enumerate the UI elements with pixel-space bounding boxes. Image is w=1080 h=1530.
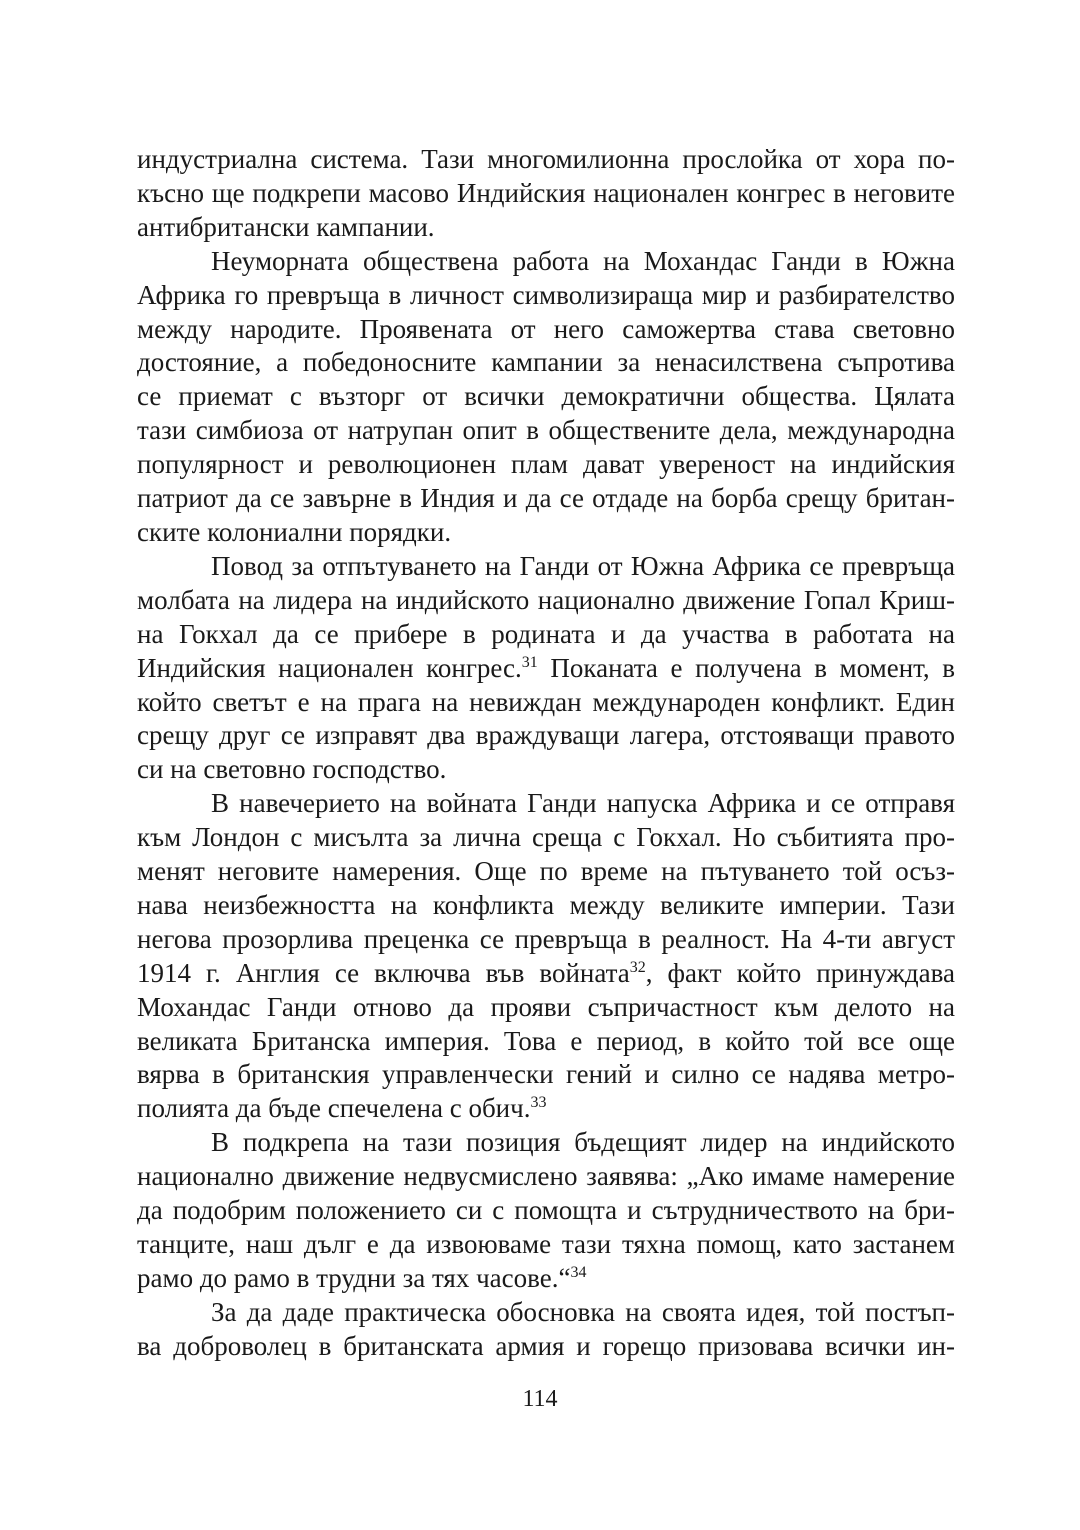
text-line: В навечерието на войната Ганди напуска Африка и се отправя bbox=[211, 788, 955, 819]
text-line: Мохандас Ганди отново да прояви съпричастност към делото на bbox=[137, 991, 955, 1022]
text-line: танците, наш дълг е да извоюваме тази тяхна помощ, като застанем bbox=[137, 1229, 955, 1259]
text-line: антибритански кампании. bbox=[137, 211, 435, 242]
text-line: се приемат с възторг от всички демократични общества. Цялата bbox=[137, 381, 955, 412]
footnote-ref-31[interactable]: 31 bbox=[521, 653, 538, 671]
text-line: В подкрепа на тази позиция бъдещият лидер на индийското bbox=[211, 1127, 955, 1158]
text-line bbox=[137, 1092, 955, 1126]
body-text bbox=[137, 143, 955, 1364]
paragraph bbox=[137, 1126, 955, 1296]
text-fragment: 1914 г. Англия се включва във войната bbox=[137, 957, 630, 988]
text-line: Африка го превръща в личност символизираща мир и разбирателство bbox=[137, 279, 955, 310]
text-line: национално движение недвусмислено заявява: „Ако имаме намерение bbox=[137, 1161, 955, 1192]
text-line: ските колониални порядки. bbox=[137, 516, 452, 547]
text-line bbox=[137, 1262, 955, 1296]
text-line: популярност и революционен плам дават увереност на индийския bbox=[137, 449, 955, 480]
footnote-ref-32[interactable]: 32 bbox=[629, 958, 646, 976]
text-line: към Лондон с мисълта за лична среща с Гокхал. Но събитията про- bbox=[137, 822, 955, 853]
text-line: си на световно господство. bbox=[137, 754, 447, 785]
text-line: менят неговите намерения. Още по време на пътуването той осъз- bbox=[137, 856, 955, 887]
text-fragment: Поканата е получена в момент, в bbox=[537, 652, 955, 683]
text-line: молбата на лидера на индийското национално движение Гопал Криш- bbox=[137, 584, 955, 615]
paragraph bbox=[137, 245, 955, 550]
text-line: тази симбиоза от натрупан опит в обществените дела, международна bbox=[137, 415, 955, 446]
text-line bbox=[137, 652, 955, 686]
text-fragment: Индийския национален конгрес. bbox=[137, 652, 522, 683]
text-line: За да даде практическа обосновка на своята идея, той постъп- bbox=[211, 1296, 955, 1327]
text-fragment: полията да бъде спечелена с обич. bbox=[137, 1093, 531, 1124]
text-line bbox=[137, 957, 955, 991]
text-line: негова прозорлива преценка се превръща в реалност. На 4-ти август bbox=[137, 923, 955, 954]
text-fragment: рамо до рамо в трудни за тях часове.“ bbox=[137, 1262, 571, 1293]
paragraph bbox=[137, 787, 955, 1126]
text-line: да подобрим положението си с помощта и сътрудничеството на бри- bbox=[137, 1195, 955, 1226]
text-line: ва доброволец в британската армия и горещо призовава всички ин- bbox=[137, 1330, 955, 1361]
text-fragment: , факт който принуждава bbox=[645, 957, 955, 988]
footnote-ref-34[interactable]: 34 bbox=[570, 1263, 587, 1281]
text-line: на Гокхал да се прибере в родината и да участва в работата на bbox=[137, 618, 955, 649]
paragraph bbox=[137, 1296, 955, 1364]
text-line: Повод за отпътуването на Ганди от Южна Африка се превръща bbox=[211, 550, 955, 581]
text-line: между народите. Проявената от него саможертва става световно bbox=[137, 313, 955, 344]
text-line: патриот да се завърне в Индия и да се отдаде на борба срещу британ- bbox=[137, 483, 955, 514]
paragraph bbox=[137, 143, 955, 245]
text-line: великата Британска империя. Това е период, в който той все още bbox=[137, 1025, 955, 1056]
text-line: нава неизбежността на конфликта между великите империи. Тази bbox=[137, 889, 955, 920]
footnote-ref-33[interactable]: 33 bbox=[530, 1094, 547, 1112]
paragraph bbox=[137, 550, 955, 787]
text-line: индустриална система. Тази многомилионна прослойка от хора по- bbox=[137, 144, 955, 174]
text-line: вярва в британския управленчески гений и силно се надява метро- bbox=[137, 1059, 955, 1090]
text-line: който светът е на прага на невиждан международен конфликт. Един bbox=[137, 686, 955, 717]
page-number: 114 bbox=[522, 1386, 558, 1412]
text-line: достояние, а победоносните кампании за ненасилствена съпротива bbox=[137, 347, 955, 378]
text-line: срещу друг се изправят два враждуващи лагера, отстояващи правото bbox=[137, 720, 955, 751]
text-line: късно ще подкрепи масово Индийския национален конгрес в неговите bbox=[137, 177, 955, 208]
text-line: Неуморната обществена работа на Мохандас Ганди в Южна bbox=[211, 245, 955, 276]
